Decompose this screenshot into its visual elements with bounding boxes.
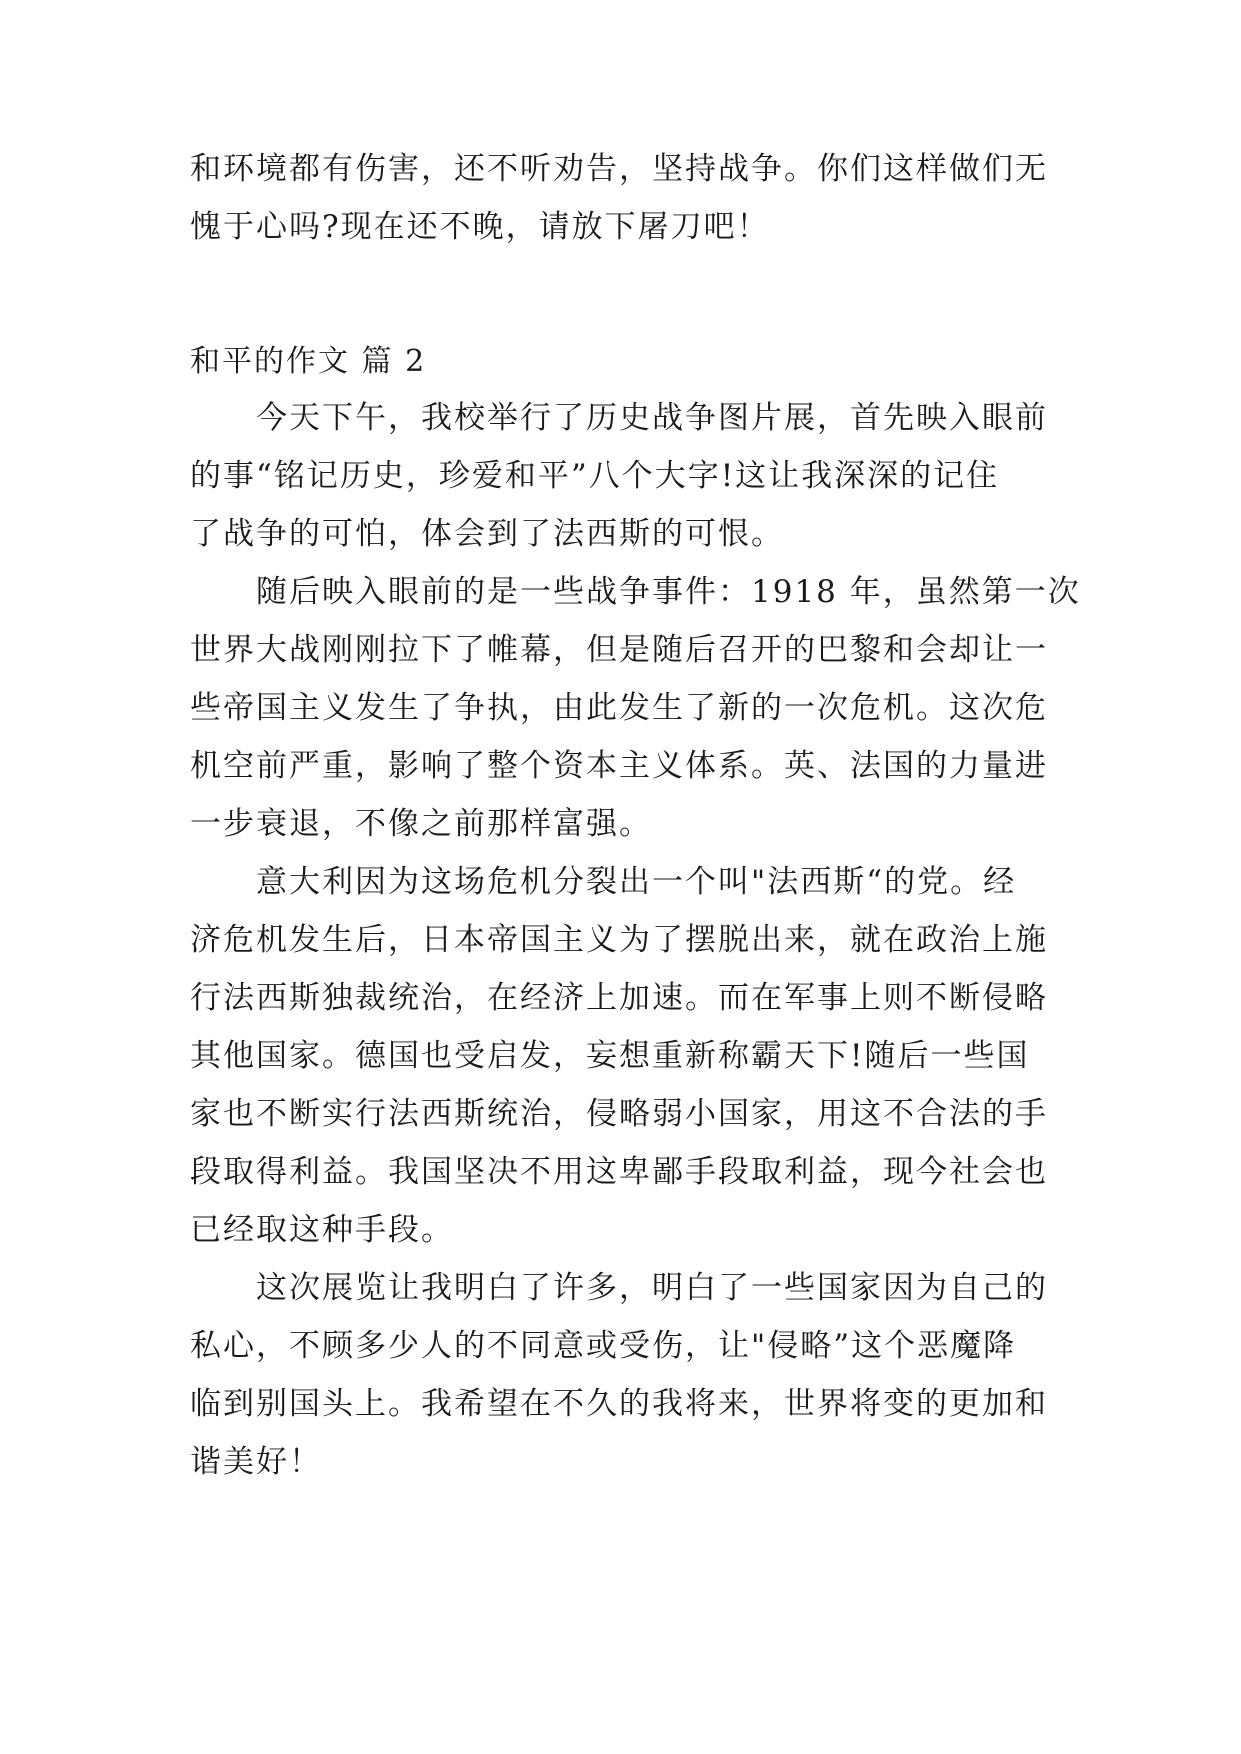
text-line: 了战争的可怕，体会到了法西斯的可恨。 <box>190 516 784 552</box>
text-line: 一步衰退，不像之前那样富强。 <box>190 806 652 842</box>
text-line: 随后映入眼前的是一些战争事件：1918 年，虽然第一次 <box>256 574 1081 610</box>
text-line: 这次展览让我明白了许多，明白了一些国家因为自己的 <box>256 1270 1048 1306</box>
intro-paragraph <box>190 140 1052 256</box>
text-line: 段取得利益。我国坚决不用这卑鄙手段取利益，现今社会也 <box>190 1154 1048 1190</box>
text-line: 济危机发生后，日本帝国主义为了摆脱出来，就在政治上施 <box>190 922 1048 958</box>
text-line: 私心，不顾多少人的不同意或受伤，让"侵略”这个恶魔降 <box>190 1328 1017 1364</box>
text-line: 机空前严重，影响了整个资本主义体系。英、法国的力量进 <box>190 748 1048 784</box>
text-line: 其他国家。德国也受启发，妄想重新称霸天下!随后一些国 <box>190 1038 1030 1074</box>
text-line: 家也不断实行法西斯统治，侵略弱小国家，用这不合法的手 <box>190 1096 1048 1132</box>
text-line: 意大利因为这场危机分裂出一个叫"法西斯“的党。经 <box>256 864 1017 900</box>
essay-body <box>190 389 1081 1491</box>
text-line: 的事“铭记历史，珍爱和平”八个大字!这让我深深的记住 <box>190 458 1000 494</box>
section-title: 和平的作文 篇 2 <box>190 344 427 379</box>
text-line: 临到别国头上。我希望在不久的我将来，世界将变的更加和 <box>190 1386 1048 1422</box>
text-line: 和环境都有伤害，还不听劝告，坚持战争。你们这样做们无 <box>190 151 1048 187</box>
text-line: 行法西斯独裁统治，在经济上加速。而在军事上则不断侵略 <box>190 980 1048 1016</box>
paragraph <box>190 563 1081 853</box>
text-line: 已经取这种手段。 <box>190 1212 454 1248</box>
text-line: 世界大战刚刚拉下了帷幕，但是随后召开的巴黎和会却让一 <box>190 632 1048 668</box>
text-line: 谐美好！ <box>190 1444 322 1480</box>
paragraph <box>190 1259 1052 1491</box>
text-line: 些帝国主义发生了争执，由此发生了新的一次危机。这次危 <box>190 690 1048 726</box>
paragraph <box>190 389 1052 563</box>
paragraph <box>190 853 1052 1259</box>
text-line: 愧于心吗?现在还不晚，请放下屠刀吧！ <box>190 209 770 245</box>
text-line: 今天下午，我校举行了历史战争图片展，首先映入眼前 <box>256 400 1048 436</box>
